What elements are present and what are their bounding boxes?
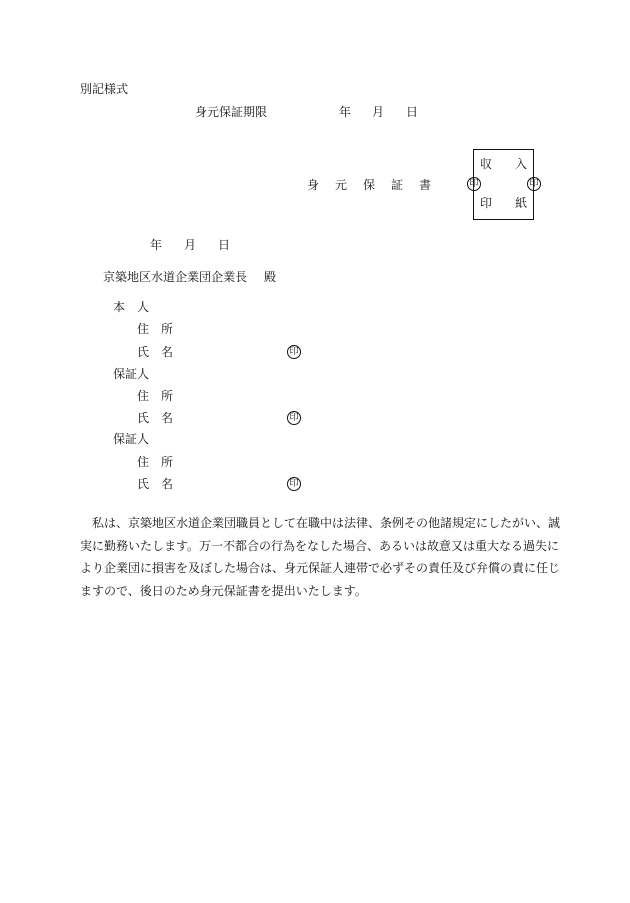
stamp-seal-left: 印 [467,177,481,191]
guarantor1-name-label: 氏 名 [137,411,174,425]
guarantor2-heading: 保証人 [113,432,150,446]
stamp-char-bottom-right: 紙 [515,196,528,210]
addressee-honorific: 殿 [264,270,277,284]
principal-seal: 印 [287,345,301,359]
form-label: 別記様式 [80,82,129,96]
date-month: 月 [184,238,197,252]
guarantor1-seal: 印 [287,411,301,425]
statement-line: より企業団に損害を及ぼした場合は、身元保証人連帯で必ずその責任及び弁償の責に任じ [80,561,561,575]
guarantor1-address-label: 住 所 [137,389,174,403]
principal-address-label: 住 所 [137,322,174,336]
statement-line: ますので、後日のため身元保証書を提出いたします。 [80,583,367,598]
stamp-char-top-left: 収 [480,157,493,171]
period-day: 日 [406,105,419,119]
guarantor2-name-label: 氏 名 [137,477,174,491]
principal-heading: 本 人 [113,300,150,314]
statement-line: 実に勤務いたします。万一不都合の行為をなした場合、あるいは故意又は重大なる過失に [80,538,560,553]
guarantee-period-label: 身元保証期限 [195,105,268,119]
period-month: 月 [372,105,385,119]
stamp-char-top-right: 入 [515,157,528,171]
stamp-char-bottom-left: 印 [480,196,493,210]
date-day: 日 [218,238,231,252]
document-title: 身 元 保 証 書 [307,178,434,192]
date-year: 年 [150,238,163,252]
guarantor2-seal: 印 [287,477,301,491]
principal-name-label: 氏 名 [137,345,174,359]
guarantor2-address-label: 住 所 [137,455,174,469]
statement-line: 私は、京築地区水道企業団職員として在職中は法律、条例その他諸規定にしたがい、誠 [92,516,561,530]
guarantee-statement [80,512,561,602]
stamp-seal-right: 印 [527,177,541,191]
guarantor1-heading: 保証人 [113,367,150,381]
period-year: 年 [339,105,352,119]
addressee-name: 京築地区水道企業団企業長 [103,270,248,284]
